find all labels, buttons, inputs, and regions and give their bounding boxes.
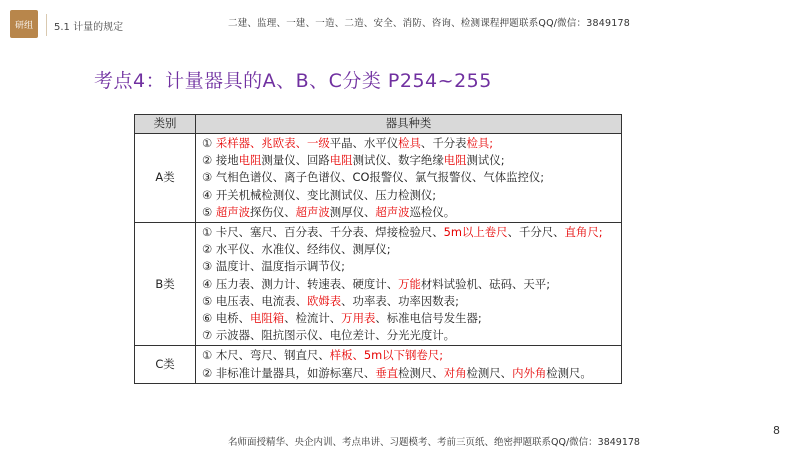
instrument-line (202, 347, 615, 364)
line-text: 测厚仪、 (329, 204, 376, 219)
instrument-list-cell (196, 346, 622, 383)
highlighted-text: 检具; (466, 136, 494, 150)
table-row (135, 346, 622, 383)
line-text: ④ 开关机械检测仪、变比测试仪、压力检测仪; (202, 187, 437, 202)
slide-title: 考点4：计量器具的A、B、C分类 P254~255 (94, 70, 492, 92)
logo: 研组 (10, 10, 38, 38)
highlighted-text: 电阻 (238, 153, 262, 168)
line-text: 测试仪、数字绝缘 (352, 153, 444, 168)
highlighted-text: 电阻 (443, 153, 467, 168)
line-text: 测量仪、回路 (261, 153, 330, 168)
header-contact-note: 二建、监理、一建、一造、二造、安全、消防、咨询、检测课程押题联系QQ/微信：3849178 (228, 18, 630, 29)
line-text: ② 水平仪、水准仪、经纬仪、测厚仪; (202, 242, 391, 257)
instrument-line (202, 152, 615, 169)
line-text: ① 木尺、弯尺、钢直尺、 (202, 348, 330, 363)
highlighted-text: 超声波 (295, 204, 330, 219)
category-cell: A类 (135, 134, 196, 223)
instrument-classification-table (134, 114, 622, 384)
footer-contact-note: 名师面授精华、央企内训、考点串讲、习题模考、考前三页纸、绝密押题联系QQ/微信：3849178 (228, 437, 640, 448)
highlighted-text: 直角尺; (564, 225, 603, 240)
line-text: ④ 压力表、测力计、转速表、硬度计、 (202, 276, 399, 291)
instrument-line (202, 224, 615, 241)
table-row (135, 134, 622, 223)
line-text: 探伤仪、 (250, 204, 296, 219)
header-instrument-types: 器具种类 (196, 115, 622, 134)
line-text: 、千分表 (420, 136, 467, 150)
line-text: ① 卡尺、塞尺、百分表、千分表、焊接检验尺、 (202, 225, 444, 240)
line-text: ③ 温度计、温度指示调节仪; (202, 259, 345, 274)
highlighted-text: 欧姆表 (306, 293, 342, 308)
line-text: 材料试验机、砝码、天平; (420, 276, 551, 291)
table-row (135, 223, 622, 346)
category-cell: B类 (135, 223, 196, 346)
line-text: ⑦ 示波器、阻抗图示仪、电位差计、分光光度计。 (202, 328, 456, 343)
line-text: ① (202, 136, 216, 150)
line-text: ⑤ (202, 204, 216, 219)
instrument-line (202, 169, 615, 186)
page-number: 8 (773, 424, 780, 437)
header-divider (46, 14, 47, 36)
section-label: 5.1 计量的规定 (54, 22, 124, 33)
highlighted-text: 电阻箱 (250, 311, 285, 326)
highlighted-text: 样板、5m以下钢卷尺; (329, 348, 444, 363)
line-text: 检测尺、 (398, 365, 444, 380)
instrument-list-cell (196, 223, 622, 346)
category-cell: C类 (135, 346, 196, 383)
line-text: ② 非标准计量器具，如游标塞尺、 (202, 365, 376, 380)
table-header-row (135, 115, 622, 134)
highlighted-text: 检具 (398, 136, 421, 150)
line-text: 巡检仪。 (409, 204, 456, 219)
line-text: ⑥ 电桥、 (202, 311, 251, 326)
line-text: ③ 气相色谱仪、离子色谱仪、CO报警仪、氯气报警仪、气体监控仪; (202, 170, 545, 185)
line-text: ② 接地 (202, 153, 239, 168)
line-text: 、检流计、 (284, 311, 342, 326)
highlighted-text: 万用表 (341, 311, 376, 326)
instrument-line (202, 204, 615, 221)
instrument-line (202, 365, 615, 382)
header-category: 类别 (135, 115, 196, 134)
line-text: 检测尺。 (546, 365, 592, 380)
instrument-line (202, 310, 615, 327)
highlighted-text: 万能 (398, 276, 421, 291)
instrument-line (202, 293, 615, 310)
highlighted-text: 超声波 (375, 204, 410, 219)
highlighted-text: 5m以上卷尺 (443, 225, 508, 240)
instrument-line (202, 327, 615, 344)
line-text: 、标准电信号发生器; (375, 311, 482, 326)
instrument-line (202, 241, 615, 258)
line-text: 平晶、水平仪 (329, 136, 399, 150)
line-text: ⑤ 电压表、电流表、 (202, 293, 307, 308)
line-text: 、千分尺、 (507, 225, 565, 240)
highlighted-text: 超声波 (215, 204, 251, 219)
highlighted-text: 内外角 (512, 365, 547, 380)
line-text: 、功率表、功率因数表; (341, 293, 459, 308)
highlighted-text: 对角 (443, 365, 467, 380)
highlighted-text: 采样器、兆欧表、一级 (215, 136, 330, 150)
line-text: 测试仪; (466, 153, 505, 168)
instrument-list-cell (196, 134, 622, 223)
instrument-line (202, 135, 615, 152)
instrument-line (202, 258, 615, 275)
highlighted-text: 垂直 (375, 365, 399, 380)
line-text: 检测尺、 (466, 365, 513, 380)
instrument-line (202, 187, 615, 204)
instrument-line (202, 276, 615, 293)
highlighted-text: 电阻 (329, 153, 353, 168)
